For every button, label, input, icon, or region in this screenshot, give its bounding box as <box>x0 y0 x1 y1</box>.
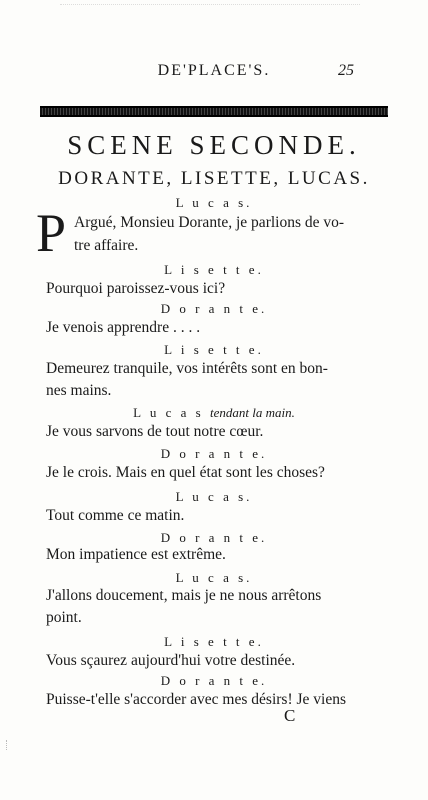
speaker-name: L i s e t t e. <box>164 342 264 357</box>
scene-title: SCENE SECONDE. <box>67 130 361 160</box>
speaker-name: L i s e t t e. <box>164 262 264 277</box>
speaker-name: L u c a s. <box>175 195 253 210</box>
speech-line: nes mains. <box>46 382 112 399</box>
speech-line: Tout comme ce matin. <box>46 507 185 524</box>
speaker-name: L u c a s. <box>175 570 253 585</box>
ornamental-rule <box>40 106 388 117</box>
speech-line: point. <box>46 609 82 626</box>
speaker-name: L u c a s <box>133 405 204 420</box>
speech-line: Pourquoi paroissez-vous ici? <box>46 280 226 297</box>
running-title: DE'PLACE'S. <box>157 62 271 79</box>
stage-direction: tendant la main. <box>209 405 295 420</box>
speech-line: Vous sçaurez aujourd'hui votre destinée. <box>46 652 296 669</box>
signature-mark: C <box>284 706 296 725</box>
speaker-name: D o r a n t e. <box>160 530 268 545</box>
speaker-name: D o r a n t e. <box>160 301 268 316</box>
speaker-name: D o r a n t e. <box>160 446 268 461</box>
speech-line: tre affaire. <box>74 237 139 254</box>
margin-mark <box>6 740 9 750</box>
speaker-name: L i s e t t e. <box>164 634 264 649</box>
speaker-name: D o r a n t e. <box>160 673 268 688</box>
speech-line: Je venois apprendre . . . . <box>46 319 201 336</box>
speech-line: Puisse-t'elle s'accorder avec mes désirs! Je viens <box>46 691 346 708</box>
speech-line: Je le crois. Mais en quel état sont les choses? <box>46 464 325 481</box>
speech-line: Argué, Monsieu Dorante, je parlions de vo- <box>74 214 345 231</box>
speech-line: Je vous sarvons de tout notre cœur. <box>46 423 264 440</box>
speech-line: Mon impatience est extrême. <box>46 546 226 563</box>
cast-list: DORANTE, LISETTE, LUCAS. <box>58 168 370 189</box>
speech-line: J'allons doucement, mais je ne nous arrêtons <box>46 587 322 604</box>
bleed-through-marks <box>60 4 360 8</box>
speaker-with-direction <box>0 405 428 421</box>
speech-line: Demeurez tranquile, vos intérêts sont en bon- <box>46 360 328 377</box>
page-number: 25 <box>338 62 354 79</box>
speaker-name: L u c a s. <box>175 489 253 504</box>
drop-cap: P <box>36 203 67 263</box>
